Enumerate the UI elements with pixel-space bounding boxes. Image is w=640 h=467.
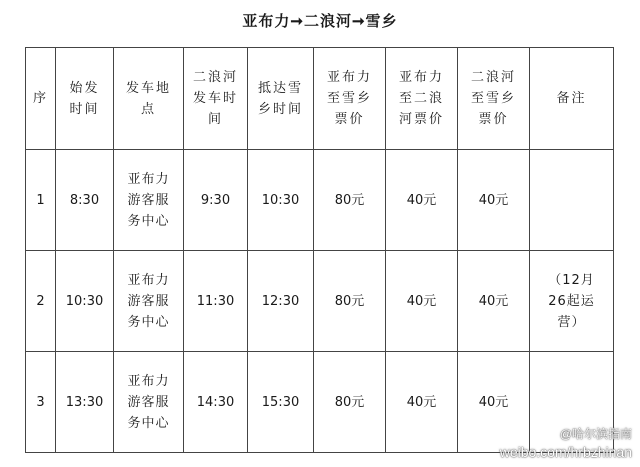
remarks-cell (530, 150, 614, 251)
header-remarks: 备注 (530, 48, 614, 150)
erlanghe-departure-cell: 11:30 (184, 251, 248, 352)
header-fare-yabuli-erlanghe: 亚布力 至二浪 河票价 (386, 48, 458, 150)
xuexiang-arrival-cell: 10:30 (248, 150, 314, 251)
fare-yabuli-erlanghe-cell: 40元 (386, 150, 458, 251)
fare-yabuli-erlanghe-cell: 40元 (386, 352, 458, 453)
header-erlanghe-departure-time: 二浪河 发车时 间 (184, 48, 248, 150)
departure-time-cell: 13:30 (56, 352, 114, 453)
header-index: 序 (26, 48, 56, 150)
fare-yabuli-xuexiang-cell: 80元 (314, 251, 386, 352)
watermark-handle: @哈尔滨指南 (559, 427, 632, 441)
watermark-url: weibo.com/hrbzhinan (499, 444, 632, 460)
fare-erlanghe-xuexiang-cell: 40元 (458, 150, 530, 251)
header-xuexiang-arrival-time: 抵达雪 乡时间 (248, 48, 314, 150)
fare-yabuli-xuexiang-cell: 80元 (314, 150, 386, 251)
document-title: 亚布力➞二浪河➞雪乡 (242, 12, 398, 30)
table-row (26, 251, 614, 352)
row-index: 2 (26, 251, 56, 352)
table-row (26, 150, 614, 251)
erlanghe-departure-cell: 14:30 (184, 352, 248, 453)
fare-yabuli-xuexiang-cell: 80元 (314, 352, 386, 453)
weibo-watermark (500, 425, 632, 461)
fare-erlanghe-xuexiang-cell: 40元 (458, 251, 530, 352)
erlanghe-departure-cell: 9:30 (184, 150, 248, 251)
table-header-row (26, 48, 614, 150)
fare-yabuli-erlanghe-cell: 40元 (386, 251, 458, 352)
departure-time-cell: 10:30 (56, 251, 114, 352)
row-index: 3 (26, 352, 56, 453)
departure-location-cell: 亚布力 游客服 务中心 (114, 352, 184, 453)
bus-schedule-table (25, 47, 614, 453)
remarks-cell: （12月 26起运 营） (530, 251, 614, 352)
departure-location-cell: 亚布力 游客服 务中心 (114, 251, 184, 352)
departure-time-cell: 8:30 (56, 150, 114, 251)
header-fare-yabuli-xuexiang: 亚布力 至雪乡 票价 (314, 48, 386, 150)
xuexiang-arrival-cell: 15:30 (248, 352, 314, 453)
departure-location-cell: 亚布力 游客服 务中心 (114, 150, 184, 251)
header-departure-time: 始发 时间 (56, 48, 114, 150)
header-departure-location: 发车地 点 (114, 48, 184, 150)
xuexiang-arrival-cell: 12:30 (248, 251, 314, 352)
row-index: 1 (26, 150, 56, 251)
fare-erlanghe-xuexiang-cell: 40元 (458, 352, 530, 453)
header-fare-erlanghe-xuexiang: 二浪河 至雪乡 票价 (458, 48, 530, 150)
